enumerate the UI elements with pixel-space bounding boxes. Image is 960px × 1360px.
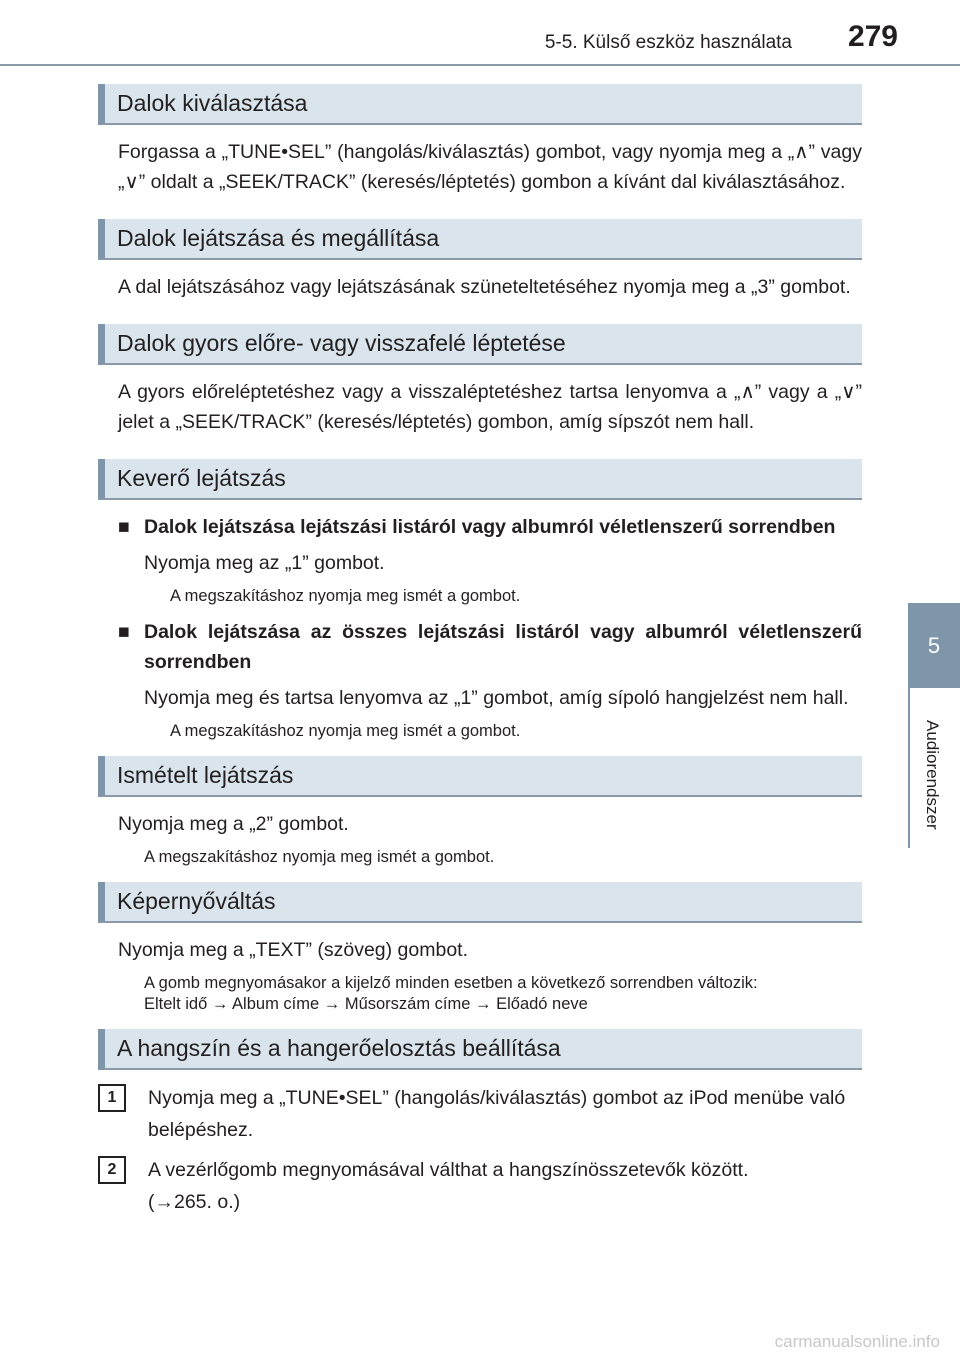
step-text: Nyomja meg a „TUNE•SEL” (hangolás/kiválasztás) gombot az iPod menübe való belépéshez. xyxy=(148,1087,846,1141)
subsection-heading xyxy=(118,617,862,677)
note-line: A gomb megnyomásakor a kijelző minden esetben a következő sorrendben változik: xyxy=(144,974,758,992)
note-text xyxy=(144,973,862,1015)
section-fast-forward-rewind xyxy=(98,324,862,437)
page-number: 279 xyxy=(847,20,898,53)
note-text: A megszakításhoz nyomja meg ismét a gombot. xyxy=(170,587,521,605)
section-text: A gyors előreléptetéshez vagy a visszaléptetéshez tartsa lenyomva a „∧” vagy a „∨” jelet a „SEEK/TRACK” (keresés/léptetés) gombon, amíg sípszót nem hall. xyxy=(118,381,862,433)
section-song-selection xyxy=(98,84,862,197)
section-repeat xyxy=(98,756,862,868)
section-play-pause xyxy=(98,219,862,302)
square-bullet-icon: ■ xyxy=(118,516,130,538)
chapter-tab-divider xyxy=(908,688,910,848)
section-shuffle xyxy=(98,459,862,742)
square-bullet-icon: ■ xyxy=(118,621,130,643)
subsection-heading xyxy=(118,512,862,542)
section-heading: Képernyőváltás xyxy=(98,882,862,923)
page-header xyxy=(0,0,960,70)
section-heading: Dalok kiválasztása xyxy=(98,84,862,125)
section-heading: A hangszín és a hangerőelosztás beállítása xyxy=(98,1029,862,1070)
section-display-change xyxy=(98,882,862,1015)
subsection-text: Nyomja meg és tartsa lenyomva az „1” gombot, amíg sípoló hangjelzést nem hall. xyxy=(144,687,849,709)
section-heading: Dalok gyors előre- vagy visszafelé léptetése xyxy=(98,324,862,365)
section-sound-settings xyxy=(98,1029,862,1218)
section-title: 5-5. Külső eszköz használata xyxy=(544,32,792,53)
page-reference: (→265. o.) xyxy=(148,1191,241,1213)
step-number: 1 xyxy=(98,1084,126,1112)
section-heading: Ismételt lejátszás xyxy=(98,756,862,797)
step-text xyxy=(148,1154,862,1218)
subsection-text: Nyomja meg az „1” gombot. xyxy=(144,552,385,574)
section-heading: Dalok lejátszása és megállítása xyxy=(98,219,862,260)
section-text: Nyomja meg a „TEXT” (szöveg) gombot. xyxy=(118,939,469,961)
subsection-title: Dalok lejátszása az összes lejátszási listáról vagy albumról véletlenszerű sorrendben xyxy=(144,621,862,673)
note-line: Eltelt idő → Album címe → Műsorszám címe → Előadó neve xyxy=(144,995,588,1013)
chapter-tab: 5 xyxy=(908,603,960,688)
note-text: A megszakításhoz nyomja meg ismét a gombot. xyxy=(170,722,521,740)
page-content xyxy=(98,84,862,1240)
chapter-label: Audiorendszer xyxy=(923,720,942,830)
section-text: Forgassa a „TUNE•SEL” (hangolás/kiválasztás) gombot, vagy nyomja meg a „∧” vagy „∨” oldalt a „SEEK/TRACK” (keresés/léptetés) gombon a kívánt dal kiválasztásához. xyxy=(118,141,862,193)
section-text: A dal lejátszásához vagy lejátszásának szüneteltetéséhez nyomja meg a „3” gombot. xyxy=(118,276,851,298)
header-divider xyxy=(0,64,960,66)
subsection-title: Dalok lejátszása lejátszási listáról vagy albumról véletlenszerű sorrendben xyxy=(144,516,836,538)
watermark: carmanualsonline.info xyxy=(774,1332,940,1351)
step-text-line: A vezérlőgomb megnyomásával válthat a hangszínösszetevők között. xyxy=(148,1159,749,1181)
step-1 xyxy=(98,1082,862,1146)
section-heading: Keverő lejátszás xyxy=(98,459,862,500)
step-number: 2 xyxy=(98,1156,126,1184)
section-text: Nyomja meg a „2” gombot. xyxy=(118,813,349,835)
note-text: A megszakításhoz nyomja meg ismét a gombot. xyxy=(144,848,495,866)
step-2 xyxy=(98,1154,862,1218)
